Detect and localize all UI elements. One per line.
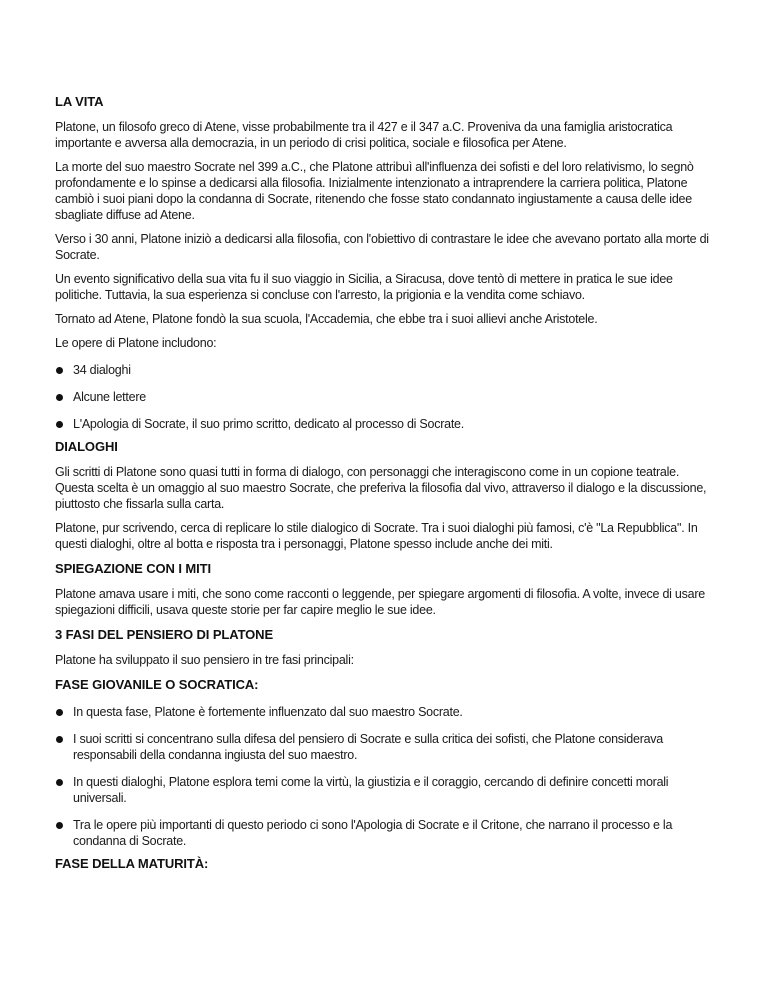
paragraph: Tornato ad Atene, Platone fondò la sua scuola, l'Accademia, che ebbe tra i suoi allievi anche Aristotele.	[55, 312, 598, 326]
bullet-icon	[56, 709, 63, 716]
bullet-icon	[56, 779, 63, 786]
paragraph: Verso i 30 anni, Platone iniziò a dedicarsi alla filosofia, con l'obiettivo di contrastare le idee che avevano portato alla morte di Socrate.	[55, 232, 709, 262]
paragraph: Platone ha sviluppato il suo pensiero in tre fasi principali:	[55, 653, 354, 667]
list-item: I suoi scritti si concentrano sulla difesa del pensiero di Socrate e sulla critica dei sofisti, che Platone considerava responsabili della condanna ingiusta del suo maestro.	[55, 731, 720, 763]
list-item: Alcune lettere	[55, 389, 720, 405]
list-item: In questa fase, Platone è fortemente influenzato dal suo maestro Socrate.	[55, 704, 720, 720]
section-heading-fase-giovanile: FASE GIOVANILE O SOCRATICA:	[55, 677, 259, 692]
works-list	[55, 362, 720, 432]
bullet-icon	[56, 421, 63, 428]
section-heading-la-vita: LA VITA	[55, 94, 104, 109]
fase-giovanile-list	[55, 704, 720, 849]
document-body	[55, 93, 720, 881]
bullet-icon	[56, 736, 63, 743]
bullet-icon	[56, 367, 63, 374]
paragraph: Gli scritti di Platone sono quasi tutti in forma di dialogo, con personaggi che interagiscono come in un copione teatrale. Questa scelta è un omaggio al suo maestro Socrate, che preferiva la filosofia dal vivo, attraverso il dialogo e la discussione, piuttosto che fissarla sulla carta.	[55, 465, 707, 511]
list-item: In questi dialoghi, Platone esplora temi come la virtù, la giustizia e il coraggio, cercando di definire concetti morali universali.	[55, 774, 720, 806]
list-item: 34 dialoghi	[55, 362, 720, 378]
section-heading-miti: SPIEGAZIONE CON I MITI	[55, 561, 211, 576]
paragraph: Platone, pur scrivendo, cerca di replicare lo stile dialogico di Socrate. Tra i suoi dialoghi più famosi, c'è "La Repubblica". In questi dialoghi, oltre al botta e risposta tra i personaggi, Platone spesso include anche dei miti.	[55, 521, 698, 551]
paragraph: Le opere di Platone includono:	[55, 336, 217, 350]
paragraph: Platone amava usare i miti, che sono come racconti o leggende, per spiegare argomenti di filosofia. A volte, invece di usare spiegazioni difficili, usava queste storie per far capire meglio le sue idee.	[55, 587, 705, 617]
bullet-icon	[56, 822, 63, 829]
section-heading-dialoghi: DIALOGHI	[55, 439, 118, 454]
list-item: L'Apologia di Socrate, il suo primo scritto, dedicato al processo di Socrate.	[55, 416, 720, 432]
paragraph: Un evento significativo della sua vita fu il suo viaggio in Sicilia, a Siracusa, dove tentò di mettere in pratica le sue idee politiche. Tuttavia, la sua esperienza si concluse con l'arresto, la prigionia e la vendita come schiavo.	[55, 272, 673, 302]
section-heading-tre-fasi: 3 FASI DEL PENSIERO DI PLATONE	[55, 627, 274, 642]
section-heading-fase-maturita: FASE DELLA MATURITÀ:	[55, 856, 209, 871]
bullet-icon	[56, 394, 63, 401]
paragraph: La morte del suo maestro Socrate nel 399 a.C., che Platone attribuì all'influenza dei sofisti e del loro relativismo, lo segnò profondamente e lo spinse a dedicarsi alla filosofia. Inizialmente intenzionato a intraprendere la carriera politica, Platone cambiò i suoi piani dopo la condanna di Socrate, ritenendo che fosse stato condannato ingiustamente a causa delle idee sbagliate diffuse ad Atene.	[55, 160, 694, 222]
list-item: Tra le opere più importanti di questo periodo ci sono l'Apologia di Socrate e il Critone, che narrano il processo e la condanna di Socrate.	[55, 817, 720, 849]
paragraph: Platone, un filosofo greco di Atene, visse probabilmente tra il 427 e il 347 a.C. Proveniva da una famiglia aristocratica importante e avversa alla democrazia, in un periodo di crisi politica, sociale e filosofica per Atene.	[55, 120, 673, 150]
